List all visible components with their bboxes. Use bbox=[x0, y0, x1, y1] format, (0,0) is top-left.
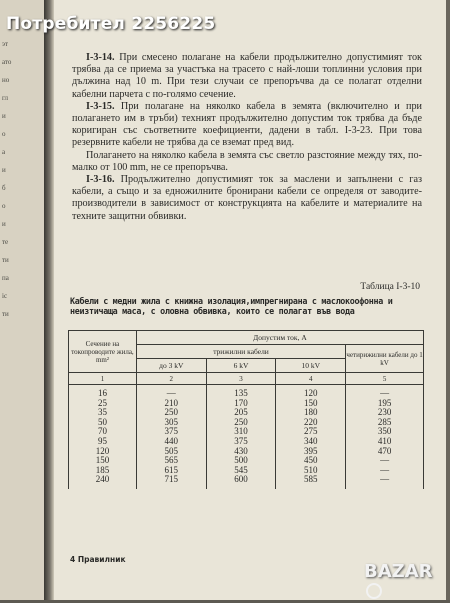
table-cell: 430 bbox=[234, 445, 248, 456]
user-watermark: Потребител 2256225 bbox=[6, 14, 216, 34]
table-cell: 375 bbox=[234, 435, 248, 446]
current-table bbox=[68, 330, 424, 489]
table-cell: 240 bbox=[95, 474, 110, 485]
left-page-edge bbox=[0, 0, 44, 600]
left-page-fragment: и bbox=[2, 112, 6, 120]
page-body-text bbox=[72, 52, 422, 223]
table-cell: 505 bbox=[164, 445, 179, 456]
left-page-fragment: гл bbox=[2, 94, 9, 102]
column-3kv bbox=[136, 385, 206, 489]
paragraph-4 bbox=[72, 174, 422, 223]
table-cell: 500 bbox=[234, 455, 248, 466]
left-page-fragment: о bbox=[2, 130, 6, 138]
table-cell: 35 bbox=[97, 407, 107, 418]
col-number: 1 bbox=[69, 373, 137, 385]
paragraph-text: При смесено полагане на кабели продължително допустимият ток трябва да се приема за участъка на трасето с най-лоши топлинни условия при дължина над 10 m. При тези случаи се препоръчва да се полагат отделни кабелни парчета с по-голямо сечение. bbox=[72, 52, 422, 100]
left-page-fragment: и bbox=[2, 220, 6, 228]
table-cell: — bbox=[380, 388, 390, 398]
table-cell: 120 bbox=[95, 445, 110, 456]
section-id: I-3-16. bbox=[86, 174, 115, 186]
table-cell: 180 bbox=[304, 407, 318, 418]
table-cell: — bbox=[380, 455, 390, 466]
table-cell: — bbox=[380, 464, 390, 475]
table-cell: 395 bbox=[304, 445, 318, 456]
left-page-fragment: о bbox=[2, 202, 6, 210]
section-id: I-3-14. bbox=[86, 52, 115, 63]
table-cell: 470 bbox=[377, 445, 392, 456]
table-cell: 185 bbox=[95, 464, 110, 475]
left-page-fragment: эт bbox=[2, 40, 9, 48]
column-sections bbox=[69, 385, 137, 489]
col-number: 3 bbox=[206, 373, 276, 385]
left-page-fragment: ти bbox=[2, 310, 9, 318]
table-cell: 375 bbox=[164, 426, 179, 437]
bazar-logo-text: BAZAR bbox=[364, 561, 433, 582]
header-up-to-3kv: до 3 kV bbox=[136, 359, 206, 373]
page-edge-shadow bbox=[446, 0, 450, 600]
table-cell: 230 bbox=[377, 407, 392, 418]
table-cell: — bbox=[380, 474, 390, 485]
col-number: 4 bbox=[276, 373, 346, 385]
table-cell: 195 bbox=[377, 397, 392, 408]
column-four-core bbox=[346, 385, 424, 489]
left-page-fragment: и bbox=[2, 166, 6, 174]
section-id: I-3-15. bbox=[86, 100, 115, 112]
table-cell: 565 bbox=[164, 455, 179, 466]
table-cell: 120 bbox=[304, 388, 318, 398]
col-number: 2 bbox=[136, 373, 206, 385]
column-6kv bbox=[206, 385, 276, 489]
table-cell: 340 bbox=[304, 435, 318, 446]
table-cell: 440 bbox=[164, 435, 179, 446]
table-cell: 150 bbox=[304, 397, 318, 408]
table-cell: 250 bbox=[234, 416, 248, 427]
table-cell: 450 bbox=[304, 455, 318, 466]
table-cell: 600 bbox=[234, 474, 248, 485]
table-cell: 70 bbox=[97, 426, 107, 437]
table-cell: 615 bbox=[164, 464, 179, 475]
table-cell: — bbox=[166, 388, 176, 398]
left-page-fragment: па bbox=[2, 274, 9, 282]
table-cell: 50 bbox=[97, 416, 107, 427]
table-cell: 310 bbox=[234, 426, 248, 437]
left-page-fragment: но bbox=[2, 76, 10, 84]
table-cell: 410 bbox=[377, 435, 392, 446]
table-cell: 585 bbox=[304, 474, 318, 485]
table-cell: 715 bbox=[164, 474, 179, 485]
table-cell: 285 bbox=[377, 416, 392, 427]
left-page-fragment: ти bbox=[2, 256, 9, 264]
paragraph-text: Продължително допустимият ток за маслени и запълнени с газ кабели, а също и за едножилните бронирани кабели се определя от заводите-производители в зависимост от конструкцията на кабелите и материалите на техните защитни обвивки. bbox=[72, 174, 422, 222]
header-10kv: 10 kV bbox=[276, 359, 346, 373]
table-cell: 95 bbox=[97, 435, 107, 446]
bazar-logo-icon bbox=[366, 583, 382, 599]
table-cell: 25 bbox=[97, 397, 107, 408]
table-cell: 275 bbox=[304, 426, 318, 437]
col-number: 5 bbox=[346, 373, 424, 385]
table-number: Таблица I-3-10 bbox=[360, 282, 420, 292]
left-page-fragment: іс bbox=[2, 292, 8, 300]
book-spine bbox=[44, 0, 54, 600]
table-cell: 135 bbox=[234, 388, 248, 398]
table-cell: 220 bbox=[304, 416, 318, 427]
table-caption: Кабели с медни жила с книжна изолация,импрегнирана с маслокоофонна и неизтичаща маса, с оловна обвивка, които се полагат във вода bbox=[70, 296, 393, 316]
column-10kv bbox=[276, 385, 346, 489]
table-cell: 250 bbox=[164, 407, 179, 418]
table-cell: 150 bbox=[95, 455, 110, 466]
table-cell: 545 bbox=[234, 464, 248, 475]
paragraph-2 bbox=[72, 101, 422, 150]
table-cell: 210 bbox=[164, 397, 179, 408]
header-allowed-current: Допустим ток, A bbox=[136, 331, 423, 345]
left-page-fragment: б bbox=[2, 184, 6, 192]
header-three-core: трижилни кабели bbox=[136, 345, 345, 359]
header-section: Сечение на токопроводите жила, mm² bbox=[69, 331, 137, 373]
paragraph-text: Полагането на няколко кабела в земята със светло разстояние между тях, по-малко от 100 mm, не се препоръчва. bbox=[72, 149, 422, 173]
bazar-logo bbox=[364, 561, 450, 603]
paragraph-3 bbox=[72, 150, 422, 174]
table-cell: 305 bbox=[164, 416, 179, 427]
table-cell: 205 bbox=[234, 407, 248, 418]
table-cell: 170 bbox=[234, 397, 248, 408]
paragraph-1 bbox=[72, 52, 422, 101]
table-cell: 16 bbox=[97, 388, 107, 398]
page-footer: 4 Правилник bbox=[70, 555, 126, 564]
table-cell: 510 bbox=[304, 464, 318, 475]
table-cell: 350 bbox=[377, 426, 392, 437]
left-page-fragment: а bbox=[2, 148, 6, 156]
header-6kv: 6 kV bbox=[206, 359, 276, 373]
left-page-fragment: ато bbox=[2, 58, 12, 66]
left-page-fragment: те bbox=[2, 238, 9, 246]
paragraph-text: При полагане на няколко кабела в земята (включително и при полагането им в тръби) техният продължително допустим ток трябва да бъде коригиран със съответните коефициенти, дадени в табл. I-3-23. При това резервните кабели не трябва да се вземат пред вид. bbox=[72, 100, 422, 149]
header-four-core: четирижилни кабели до 1 kV bbox=[346, 345, 424, 373]
